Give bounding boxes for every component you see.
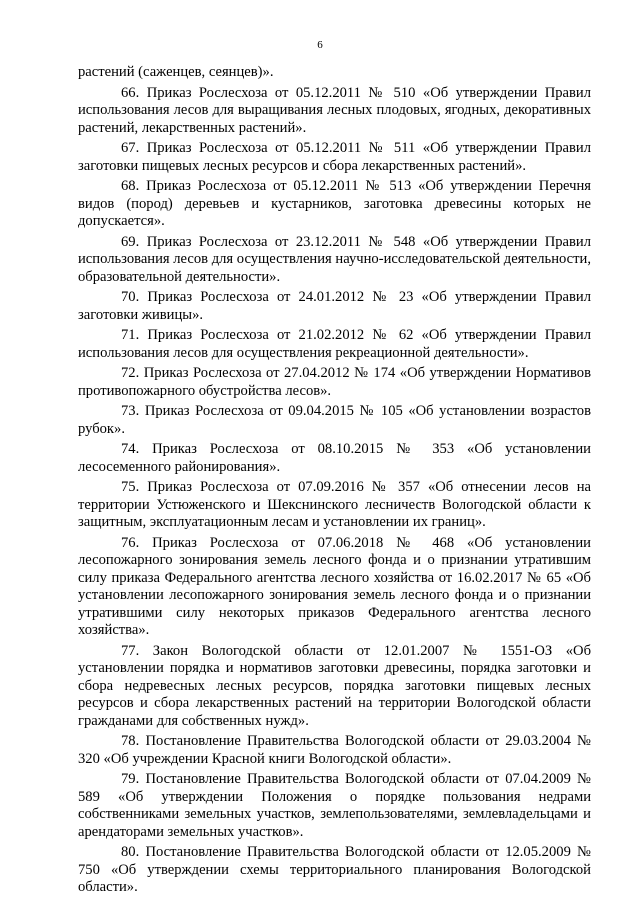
item-text: Приказ Рослесхоза от 08.10.2015 № 353 «Об установлении лесосеменного районирования». xyxy=(78,441,591,475)
list-item-73 xyxy=(78,403,591,438)
item-number: 78. xyxy=(121,733,140,749)
item-text: Приказ Рослесхоза от 09.04.2015 № 105 «Об установлении возрастов рубок». xyxy=(78,403,591,437)
item-text: Приказ Рослесхоза от 05.12.2011 № 513 «Об утверждении Перечня видов (пород) деревьев и кустарников, заготовка древесины которых не допускается». xyxy=(78,178,591,229)
list-item-67 xyxy=(78,140,591,175)
item-text: Постановление Правительства Вологодской области от 07.04.2009 № 589 «Об утверждении Положения о порядке пользования недрами собственниками земельных участков, землепользователями, землевладельцами и арендаторами земельных участков». xyxy=(78,771,591,840)
list-item-72 xyxy=(78,365,591,400)
item-number: 67. xyxy=(121,140,140,156)
list-item-74 xyxy=(78,441,591,476)
list-item-75 xyxy=(78,479,591,532)
list-item-80 xyxy=(78,844,591,897)
list-item-77 xyxy=(78,643,591,731)
list-item-69 xyxy=(78,234,591,287)
item-number: 75. xyxy=(121,479,140,495)
item-text: Постановление Правительства Вологодской области от 12.05.2009 № 750 «Об утверждении схемы территориального планирования Вологодской области». xyxy=(78,844,591,895)
item-number: 74. xyxy=(121,441,140,457)
item-text: Приказ Рослесхоза от 24.01.2012 № 23 «Об утверждении Правил заготовки живицы». xyxy=(78,289,591,323)
list-item-71 xyxy=(78,327,591,362)
list-item-78 xyxy=(78,733,591,768)
item-text: Приказ Рослесхоза от 27.04.2012 № 174 «Об утверждении Нормативов противопожарного обустройства лесов». xyxy=(78,365,591,399)
item-number: 76. xyxy=(121,534,140,551)
list-item-79 xyxy=(78,771,591,841)
item-text: Приказ Рослесхоза от 21.02.2012 № 62 «Об утверждении Правил использования лесов для осуществления рекреационной деятельности». xyxy=(78,327,591,361)
item-number: 71. xyxy=(121,327,140,343)
continuation-paragraph: растений (саженцев, сеянцев)». xyxy=(78,64,274,80)
item-number: 77. xyxy=(121,642,140,659)
item-text: Приказ Рослесхоза от 05.12.2011 № 510 «Об утверждении Правил использования лесов для выращивания лесных плодовых, ягодных, декоративных растений, лекарственных растений». xyxy=(78,84,591,136)
item-text: Закон Вологодской области от 12.01.2007 № 1551-ОЗ «Об установлении порядка и нормативов заготовки древесины, порядка заготовки и сбора недревесных лесных ресурсов, порядка заготовки пищевых лесных ресурсов и сбора лекарственных растений на территории Вологодской области гражданами для собственных нужд». xyxy=(78,642,591,729)
item-text: Приказ Рослесхоза от 07.09.2016 № 357 «Об отнесении лесов на территории Устюженского и Шекснинского лесничеств Вологодской области к защитным, эксплуатационным лесам и установлении их границ». xyxy=(78,479,591,530)
document-body xyxy=(78,64,591,897)
item-text: Приказ Рослесхоза от 23.12.2011 № 548 «Об утверждении Правил использования лесов для осуществления научно-исследовательской деятельности, образовательной деятельности». xyxy=(78,233,591,285)
item-text: Приказ Рослесхоза от 07.06.2018 № 468 «Об установлении лесопожарного зонирования земель лесного фонда и о признании утратившим силу приказа Федерального агентства лесного хозяйства от 16.02.2017 № 65 «Об установлении лесопожарного зонирования земель лесного фонда и о признании утратившими силу некоторых приказов Федерального агентства лесного хозяйства». xyxy=(78,534,591,638)
page-number: 6 xyxy=(317,39,323,51)
item-number: 68. xyxy=(121,178,140,194)
item-text: Приказ Рослесхоза от 05.12.2011 № 511 «Об утверждении Правил заготовки пищевых лесных ресурсов и сбора лекарственных растений». xyxy=(78,140,591,174)
item-number: 80. xyxy=(121,844,140,860)
item-number: 69. xyxy=(121,233,140,250)
item-number: 66. xyxy=(121,84,140,101)
item-number: 79. xyxy=(121,771,140,787)
item-number: 70. xyxy=(121,289,140,305)
item-number: 73. xyxy=(121,403,140,419)
list-item-76 xyxy=(78,535,591,640)
list-item-68 xyxy=(78,178,591,231)
item-text: Постановление Правительства Вологодской области от 29.03.2004 № 320 «Об учреждении Красной книги Вологодской области». xyxy=(78,733,591,767)
item-number: 72. xyxy=(121,365,140,381)
list-item-70 xyxy=(78,289,591,324)
list-item-66 xyxy=(78,85,591,138)
